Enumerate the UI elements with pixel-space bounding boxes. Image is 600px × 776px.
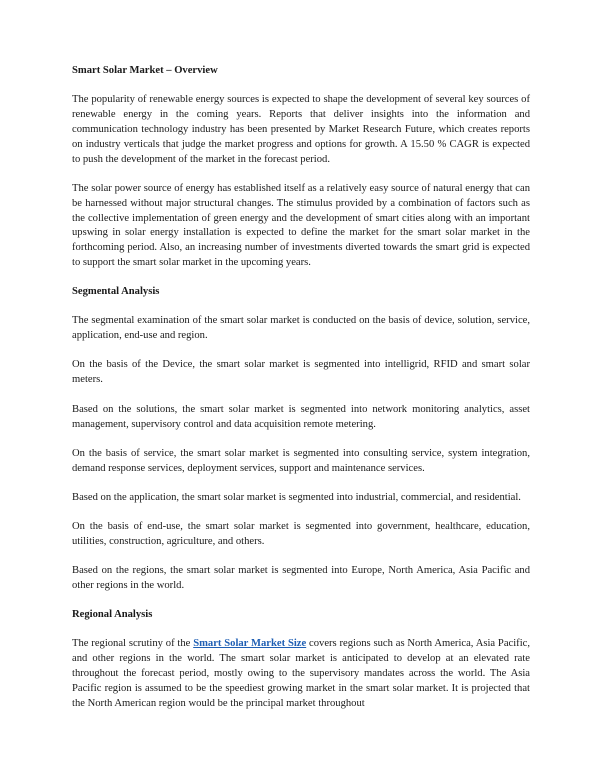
regional-heading: Regional Analysis	[72, 609, 153, 621]
smart-solar-market-size-link[interactable]: Smart Solar Market Size	[193, 638, 307, 650]
segmental-paragraph-regions: Based on the regions, the smart solar market is segmented into Europe, North America, Asia Pacific and other regions in the world.	[72, 565, 530, 592]
segmental-paragraph-service: On the basis of service, the smart solar market is segmented into consulting service, system integration, demand response services, deployment services, support and maintenance services.	[72, 447, 530, 474]
document-page	[72, 64, 530, 726]
regional-text-after: covers regions such as North America, Asia Pacific, and other regions in the world. The smart solar market is anticipated to develop at an elevated rate throughout the forecast period, mostly owing to the supervisory mandates across the world. The Asia Pacific region is assumed to be the speediest growing market in the smart solar market. It is projected that the North American region would be the principal market throughout	[72, 638, 530, 709]
regional-text-before: The regional scrutiny of the	[72, 638, 194, 650]
segmental-paragraph-solutions: Based on the solutions, the smart solar market is segmented into network monitoring analytics, asset management, supervisory control and data acquisition remote metering.	[72, 403, 530, 430]
segmental-paragraph-device: On the basis of the Device, the smart solar market is segmented into intelligrid, RFID and smart solar meters.	[72, 359, 530, 386]
segmental-paragraph-end-use: On the basis of end-use, the smart solar market is segmented into government, healthcare, education, utilities, construction, agriculture, and others.	[72, 521, 530, 547]
segmental-heading: Segmental Analysis	[72, 286, 160, 298]
segmental-paragraph-1: The segmental examination of the smart solar market is conducted on the basis of device, solution, service, application, end-use and region.	[72, 315, 530, 342]
regional-paragraph-1	[72, 637, 530, 712]
overview-paragraph-1: The popularity of renewable energy sources is expected to shape the development of several key sources of renewable energy in the coming years. Reports that deliver insights into the information and communication technology industry has been presented by Market Research Future, which creates reports on industry verticals that judge the market progress and options for growth. A 15.50 % CAGR is expected to push the development of the market in the forecast period.	[72, 93, 530, 165]
segmental-paragraph-application: Based on the application, the smart solar market is segmented into industrial, commercial, and residential.	[72, 491, 521, 503]
overview-paragraph-2: The solar power source of energy has established itself as a relatively easy source of natural energy that can be harnessed without major structural changes. The stimulus provided by a combination of factors such as the collective implementation of green energy and the development of smart cities along with an important upswing in solar energy installation is expected to define the market for the smart solar market in the forthcoming period. Also, an increasing number of investments diverted towards the smart grid is expected to support the smart solar market in the upcoming years.	[72, 182, 530, 269]
overview-heading: Smart Solar Market – Overview	[72, 65, 218, 76]
